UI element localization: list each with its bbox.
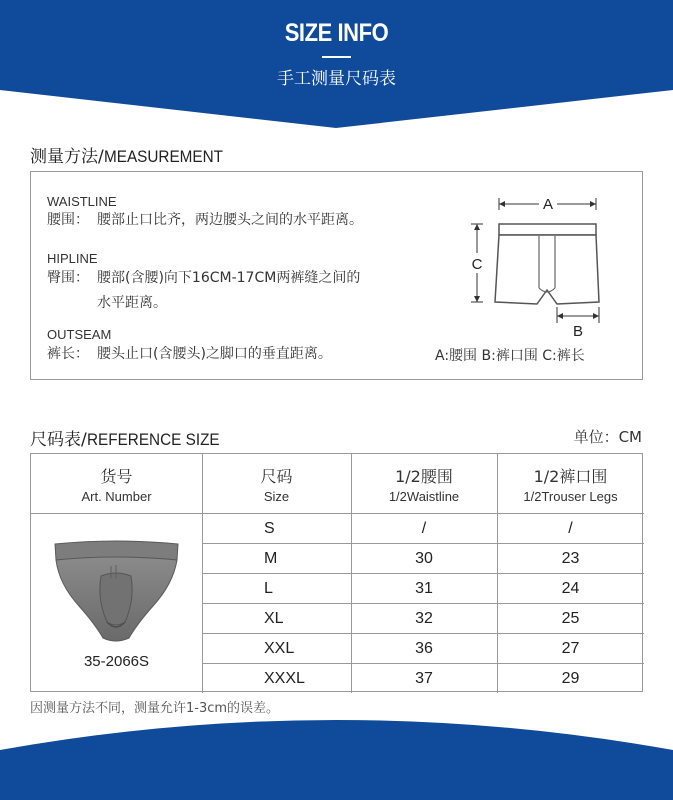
diagram-label-a: A — [542, 196, 554, 213]
outseam-text: 腰头止口(含腰头)之脚口的垂直距离。 — [97, 346, 332, 362]
banner-subtitle: 手工测量尺码表 — [277, 69, 396, 89]
header-size-en: Size — [263, 489, 290, 504]
size-cell: M — [264, 550, 278, 567]
size-cell: XXL — [264, 640, 295, 657]
outseam-en: OUTSEAM — [47, 327, 112, 342]
size-cell: XXXL — [264, 670, 305, 687]
waist-cell: 36 — [415, 640, 433, 657]
hipline-en: HIPLINE — [47, 251, 98, 266]
legs-cell: 25 — [561, 610, 580, 627]
waistline-desc — [47, 209, 363, 232]
header-art-number — [31, 454, 202, 513]
header-waistline-cn: 1/2腰围 — [395, 467, 453, 486]
hipline-desc — [47, 267, 360, 290]
measurement-title — [30, 142, 236, 167]
hipline-text: 腰部(含腰)向下16CM-17CM两裤缝之间的 — [97, 270, 361, 286]
hipline-label: 臀围： — [47, 270, 89, 286]
size-cell: L — [264, 580, 273, 597]
waist-cell: / — [421, 520, 427, 537]
waistline-en: WAISTLINE — [47, 194, 117, 209]
legs-cell: 24 — [561, 580, 580, 597]
measurement-box — [30, 171, 643, 380]
header-trouser-legs-cn: 1/2裤口围 — [533, 467, 608, 486]
header-trouser-legs-en: 1/2Trouser Legs — [523, 489, 618, 504]
boxer-shorts-diagram-icon — [461, 190, 641, 340]
outseam-desc — [47, 343, 332, 366]
legs-cell: 27 — [561, 640, 580, 657]
header-size — [202, 454, 351, 513]
top-banner — [0, 0, 673, 128]
reference-title — [30, 425, 234, 450]
waistline-label: 腰围： — [47, 212, 89, 228]
gray-briefs-photo-icon — [49, 536, 184, 646]
header-size-cn: 尺码 — [260, 467, 293, 486]
footnote: 因测量方法不同，测量允许1-3cm的误差。 — [30, 701, 280, 716]
diagram-label-c: C — [471, 256, 483, 273]
banner-title: SIZE INFO — [284, 19, 389, 47]
banner-divider — [322, 56, 351, 58]
diagram-label-b: B — [572, 323, 584, 340]
legs-cell: / — [568, 520, 573, 537]
header-waistline-en: 1/2Waistline — [388, 489, 460, 504]
size-cell: S — [264, 520, 275, 537]
reference-title-en: REFERENCE SIZE — [86, 430, 220, 449]
waist-cell: 31 — [415, 580, 433, 597]
outseam-label: 裤长： — [47, 346, 89, 362]
header-trouser-legs — [497, 454, 644, 513]
waist-cell: 30 — [415, 550, 433, 567]
legs-cell: 23 — [561, 550, 580, 567]
legs-cell: 29 — [561, 670, 580, 687]
hipline-text-2: 水平距离。 — [97, 295, 167, 311]
waist-cell: 32 — [415, 610, 433, 627]
waistline-text: 腰部止口比齐，两边腰头之间的水平距离。 — [97, 212, 363, 228]
header-art-number-en: Art. Number — [81, 489, 152, 504]
size-table — [30, 453, 643, 692]
bottom-banner — [0, 700, 673, 800]
size-cell: XL — [264, 610, 284, 627]
art-number: 35-2066S — [83, 653, 150, 670]
header-art-number-cn: 货号 — [100, 467, 133, 486]
reference-title-cn: 尺码表/ — [30, 430, 87, 450]
diagram-legend: A:腰围 B:裤口围 C:裤长 — [435, 348, 585, 364]
measurement-title-en: MEASUREMENT — [103, 147, 223, 166]
waist-cell: 37 — [415, 670, 433, 687]
header-waistline — [351, 454, 497, 513]
measurement-title-cn: 测量方法/ — [30, 147, 104, 167]
unit-label: 单位：CM — [573, 428, 642, 446]
